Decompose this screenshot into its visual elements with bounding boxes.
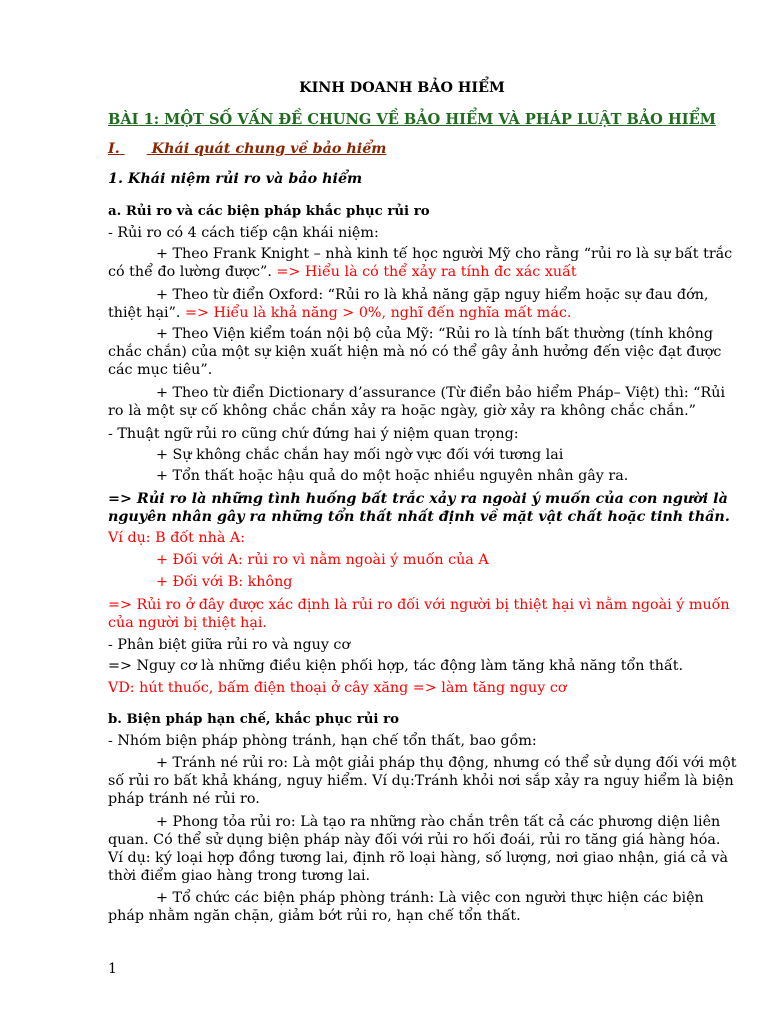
- paragraph-line: + Theo Frank Knight – nhà kinh tế học người Mỹ cho rằng “rủi ro là sự bất trắc: [156, 246, 733, 262]
- paragraph-line: => Nguy cơ là những điều kiện phối hợp, tác động làm tăng khả năng tổn thất.: [108, 658, 684, 674]
- conclusion-line: => Rủi ro là những tình huống bất trắc xảy ra ngoài ý muốn của con người là: [108, 491, 728, 507]
- lesson-title: BÀI 1: MỘT SỐ VẤN ĐỀ CHUNG VỀ BẢO HIỂM VÀ PHÁP LUẬT BẢO HIỂM: [108, 111, 716, 128]
- paragraph-line: số rủi ro bất khả kháng, nguy hiểm. Ví dụ:Tránh khỏi nơi sắp xảy ra nguy hiểm là biện: [108, 773, 734, 789]
- heading-a: a. Rủi ro và các biện pháp khắc phục rủi ro: [108, 204, 430, 219]
- hazard-example: VD: hút thuốc, bấm điện thoại ở cây xăng => làm tăng nguy cơ: [108, 680, 567, 696]
- heading-b: b. Biện pháp hạn chế, khắc phục rủi ro: [108, 712, 399, 727]
- paragraph-line: pháp tránh né rủi ro.: [108, 791, 260, 807]
- example-title: Ví dụ: B đốt nhà A:: [108, 530, 246, 546]
- paragraph-line: + Theo từ điển Dictionary d’assurance (Từ điển bảo hiểm Pháp– Việt) thì: “Rủi: [156, 385, 726, 401]
- paragraph-line: + Theo Viện kiểm toán nội bộ của Mỹ: “Rủi ro là tính bất thường (tính không: [156, 326, 713, 342]
- note-run: => Hiểu là khả năng > 0%, nghĩ đến nghĩa mất mác.: [184, 305, 572, 321]
- paragraph-line: + Phong tỏa rủi ro: Là tạo ra những rào chắn trên tất cả các phương diện liên: [156, 814, 721, 830]
- paragraph-line: - Nhóm biện pháp phòng tránh, hạn chế tổn thất, bao gồm:: [108, 733, 537, 749]
- paragraph-line: - Thuật ngữ rủi ro cũng chứ đứng hai ý niệm quan trọng:: [108, 426, 519, 442]
- paragraph-line: Ví dụ: ký loại hợp đồng tương lai, định rõ loại hàng, số lượng, nơi giao nhận, giá cả và: [108, 850, 728, 866]
- section-heading: [108, 140, 696, 158]
- list-item: + Sự không chắc chắn hay mối ngờ vực đối với tương lai: [156, 447, 564, 463]
- text-run: có thể đo lường được”.: [108, 264, 277, 280]
- paragraph-line: + Tổ chức các biện pháp phòng tránh: Là việc con người thực hiện các biện: [156, 890, 704, 906]
- paragraph-line: chắc chắn) của một sự kiện xuất hiện mà nó có thể gây ảnh hưởng đến việc đạt được: [108, 344, 722, 360]
- paragraph-line: các mục tiêu”.: [108, 362, 213, 378]
- paragraph: - Rủi ro có 4 cách tiếp cận khái niệm:: [108, 225, 379, 241]
- example-conclusion: => Rủi ro ở đây được xác định là rủi ro đối với người bị thiệt hại vì nằm ngoài ý muốn: [108, 597, 730, 613]
- paragraph-line: ro là một sự cố không chắc chắn xảy ra hoặc ngày, giờ xảy ra không chắc chắn.”: [108, 403, 696, 419]
- conclusion-line: nguyên nhân gây ra những tổn thất nhất định về mặt vật chất hoặc tinh thần.: [108, 509, 730, 525]
- paragraph-line: [108, 263, 696, 281]
- document-title: KINH DOANH BẢO HIỂM: [299, 80, 505, 96]
- paragraph-line: + Tránh né rủi ro: Là một giải pháp thụ động, nhưng có thể sử dụng đối với một: [156, 755, 737, 771]
- note-run: => Hiểu là có thể xảy ra tính đc xác xuất: [276, 264, 577, 280]
- page-number: 1: [108, 961, 117, 977]
- paragraph-line: thời điểm giao hàng trong tương lai.: [108, 868, 371, 884]
- subsection-heading: 1. Khái niệm rủi ro và bảo hiểm: [108, 171, 363, 187]
- paragraph-line: pháp nhằm ngăn chặn, giảm bớt rủi ro, hạn chế tổn thất.: [108, 908, 521, 924]
- example-conclusion: của người bị thiệt hại.: [108, 615, 267, 631]
- example-item: + Đối với B: không: [156, 574, 293, 590]
- text-run: thiệt hại”.: [108, 305, 185, 321]
- section-title: Khái quát chung về bảo hiểm: [151, 141, 387, 157]
- paragraph-line: quan. Có thể sử dụng biện pháp này đối với rủi ro hối đoái, rủi ro tăng giá hàng hóa.: [108, 832, 721, 848]
- section-number: I.: [108, 141, 120, 157]
- paragraph-line: + Theo từ điển Oxford: “Rủi ro là khả năng gặp nguy hiểm hoặc sự đau đớn,: [156, 287, 709, 303]
- paragraph-line: - Phân biệt giữa rủi ro và nguy cơ: [108, 637, 351, 653]
- list-item: + Tổn thất hoặc hậu quả do một hoặc nhiều nguyên nhân gây ra.: [156, 468, 629, 484]
- paragraph-line: [108, 304, 696, 322]
- example-item: + Đối với A: rủi ro vì nằm ngoài ý muốn của A: [156, 552, 489, 568]
